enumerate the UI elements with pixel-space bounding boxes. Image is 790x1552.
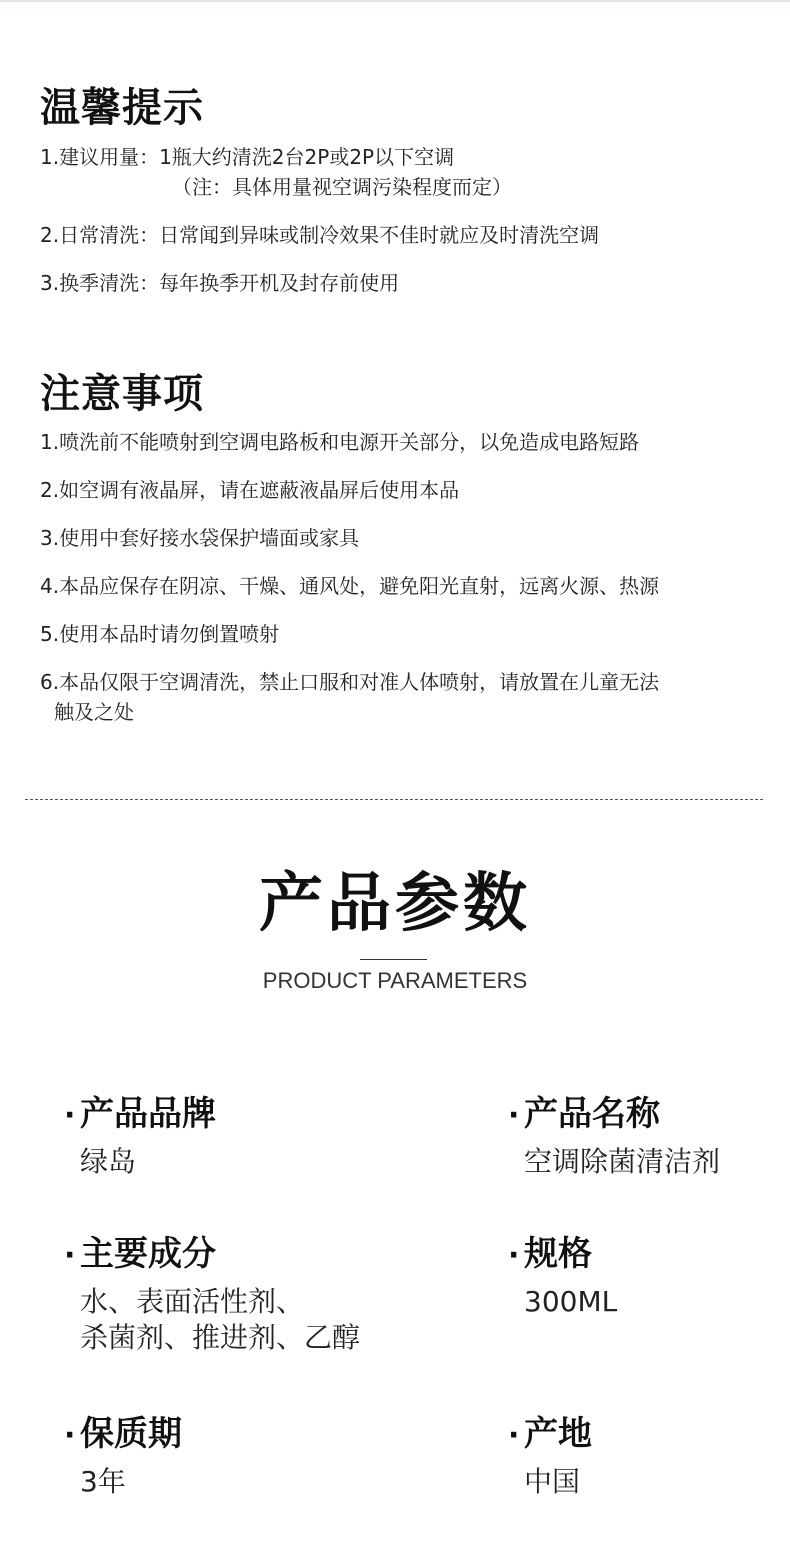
caution-item [40,667,760,727]
caution-item-text: 6.本品仅限于空调清洗，禁止口服和对准人体喷射，请放置在儿童无法 [40,670,660,694]
param-brand [64,1092,364,1180]
params-subtitle: PRODUCT PARAMETERS [262,968,528,993]
section-divider [25,799,763,800]
tips-item [40,220,760,250]
caution-item [40,427,760,457]
caution-item-text: 3.使用中套好接水袋保护墙面或家具 [40,526,360,550]
bullet-dot: · [64,1418,76,1453]
param-label: 产品名称 [524,1094,660,1134]
param-label: 主要成分 [80,1234,216,1274]
bullet-dot: · [64,1238,76,1273]
param-value: 300ML [524,1285,618,1318]
param-label: 保质期 [80,1414,182,1454]
param-product-name [508,1092,790,1180]
param-ingredients [64,1232,364,1356]
caution-item [40,523,760,553]
param-label: 产地 [524,1414,592,1454]
param-value-line: 杀菌剂、推进剂、乙醇 [80,1321,361,1354]
param-value: 绿岛 [80,1145,137,1178]
tips-title: 温馨提示 [40,85,204,131]
param-label: 规格 [524,1234,592,1274]
tips-item [40,268,760,298]
param-value: 中国 [524,1465,581,1498]
param-value-line: 水、表面活性剂、 [80,1285,305,1318]
caution-item-text: 1.喷洗前不能喷射到空调电路板和电源开关部分，以免造成电路短路 [40,430,640,454]
param-shelf-life [64,1412,364,1500]
tips-item-text: 3.换季清洗：每年换季开机及封存前使用 [40,271,400,295]
cautions-title: 注意事项 [40,371,204,417]
bullet-dot: · [508,1238,520,1273]
param-spec [508,1232,790,1320]
caution-item [40,619,760,649]
caution-item [40,475,760,505]
cautions-list [40,427,760,745]
param-value: 3年 [80,1465,126,1498]
params-title: 产品参数 [259,867,531,941]
tips-item-note: （注：具体用量视空调污染程度而定） [172,175,512,199]
param-value [64,1284,364,1356]
caution-item [40,571,760,601]
caution-item-continuation: 触及之处 [54,700,134,724]
tips-list [40,142,760,316]
caution-item-text: 2.如空调有液晶屏，请在遮蔽液晶屏后使用本品 [40,478,460,502]
param-label: 产品品牌 [80,1094,216,1134]
tips-item-text: 1.建议用量：1瓶大约清洗2台2P或2P以下空调 [40,145,455,169]
caution-item-text: 4.本品应保存在阴凉、干燥、通风处，避免阳光直射，远离火源、热源 [40,574,660,598]
tips-item [40,142,760,202]
tips-item-text: 2.日常清洗：日常闻到异味或制冷效果不佳时就应及时清洗空调 [40,223,600,247]
bullet-dot: · [508,1418,520,1453]
top-border [0,0,790,2]
bullet-dot: · [508,1098,520,1133]
params-title-rule [360,959,427,960]
param-value: 空调除菌清洁剂 [524,1145,721,1178]
bullet-dot: · [64,1098,76,1133]
param-origin [508,1412,790,1500]
caution-item-text: 5.使用本品时请勿倒置喷射 [40,622,280,646]
